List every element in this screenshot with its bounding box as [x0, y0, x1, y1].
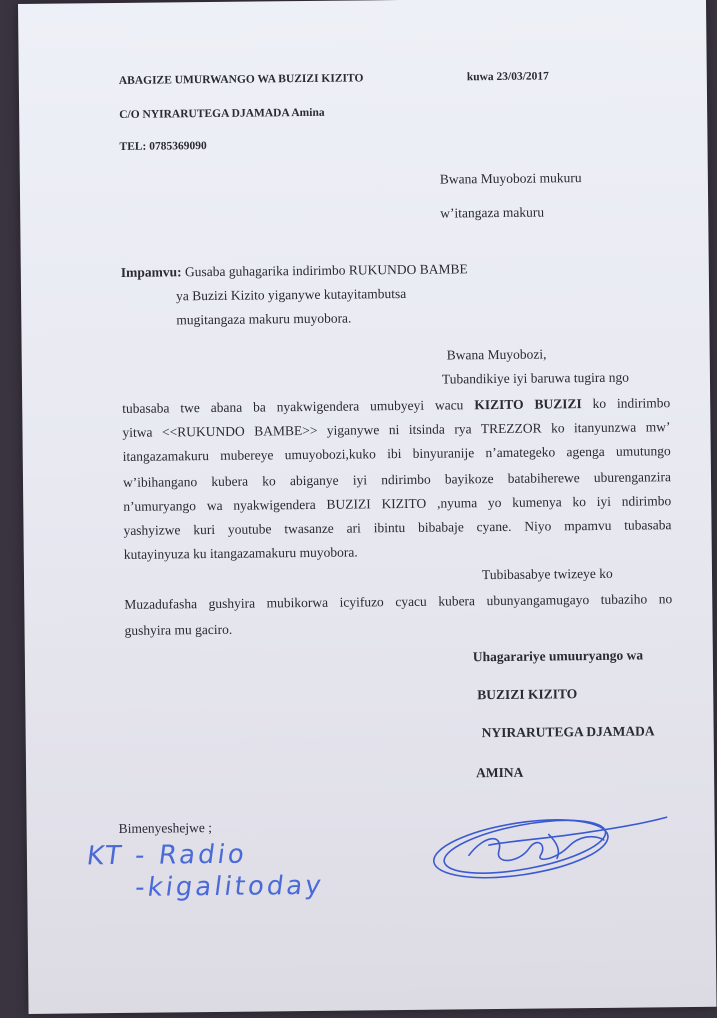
para1-line-2: [122, 395, 670, 417]
para1-line-2-a: tubasaba twe abana ba nyakwigendera umubyeyi wacu: [122, 397, 464, 416]
signature-mark: [428, 803, 669, 886]
para2-line-1: Tubibasabye twizeye ko: [481, 565, 613, 583]
para1-line-3: yitwa <<RUKUNDO BAMBE>> yiganywe ni itsinda rya TREZZOR ko itanyunzwa mw’: [122, 419, 671, 440]
para1-line-2-c: ko indirimbo: [592, 395, 671, 412]
subject-label: Impamvu:: [120, 264, 182, 280]
para2-line-2: Muzadufasha gushyira mubikorwa icyifuzo cyacu kubera ubunyangamugayo tubaziho no: [124, 591, 673, 612]
handwritten-cc-1: KT - Radio: [84, 839, 249, 872]
letter-page: [18, 0, 717, 1014]
salutation: Bwana Muyobozi,: [446, 346, 547, 363]
subject-text-1: Gusaba guhagarika indirimbo RUKUNDO BAMBE: [184, 261, 468, 280]
subject-line-1: [121, 261, 468, 281]
letter-date: kuwa 23/03/2017: [466, 70, 549, 84]
signature-line-2: BUZIZI KIZITO: [477, 686, 578, 703]
telephone-line: TEL: 0785369090: [119, 140, 207, 153]
sender-line: ABAGIZE UMURWANGO WA BUZIZI KIZITO: [118, 72, 364, 87]
para1-line-4: itangazamakuru mubereye umuyobozi,kuko ibi binyuranije n’amategeko agenga umutungo: [122, 443, 671, 464]
para1-line-7: yashyizwe kuri youtube twasanze ari ibintu bibabaje cyane. Niyo mpamvu tubasaba: [123, 517, 672, 538]
para2-line-3: gushyira mu gaciro.: [124, 621, 233, 638]
recipient-line-2: w’itangaza makuru: [440, 204, 545, 221]
signature-line-3: NYIRARUTEGA DJAMADA: [481, 723, 655, 741]
para1-line-1: Tubandikiye iyi baruwa tugira ngo: [441, 369, 630, 387]
signature-line-4: AMINA: [475, 764, 524, 781]
para1-line-8: kutayinyuza ku itangazamakuru muyobora.: [123, 544, 358, 562]
handwritten-cc-2: -kigalitoday: [133, 870, 326, 903]
para1-name-bold: KIZITO BUZIZI: [474, 396, 582, 413]
cc-label: Bimenyeshejwe ;: [118, 820, 213, 836]
para1-line-6: n’umuryango wa nyakwigendera BUZIZI KIZITO ,nyuma yo kumenya ko iyi ndirimbo: [123, 493, 672, 514]
care-of-line: C/O NYIRARUTEGA DJAMADA Amina: [119, 106, 325, 121]
recipient-line-1: Bwana Muyobozi mukuru: [439, 170, 582, 187]
subject-line-2: ya Buzizi Kizito yiganywe kutayitambutsa: [175, 285, 407, 304]
subject-line-3: mugitangaza makuru muyobora.: [176, 310, 352, 328]
signature-line-1: Uhagarariye umuuryango wa: [472, 647, 644, 665]
para1-line-5: w’ibihangano kubera ko abiganye iyi ndirimbo bayikoze batabiherewe uburenganzira: [122, 469, 672, 490]
